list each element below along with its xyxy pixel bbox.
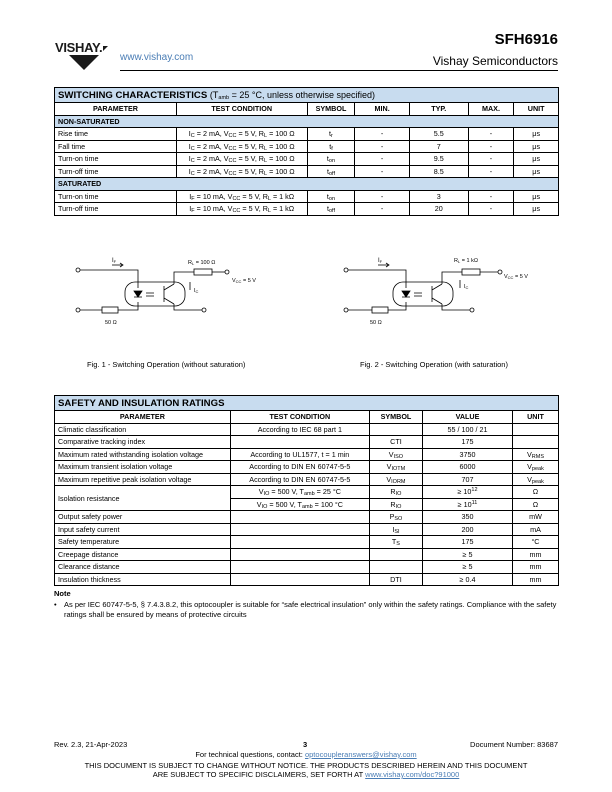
output-terminal xyxy=(202,308,206,312)
footer-disclaimer-2: ARE SUBJECT TO SPECIFIC DISCLAIMERS, SET FORTH AT www.vishay.com/doc?91000 xyxy=(152,770,460,779)
table-row: $V_{IO} = 500$ V, $T_{amb} = 100$ °C $R_{IO}$ ≥ $10^{11}$ Ω xyxy=(55,498,559,511)
table-row: Insulation thickness DTI ≥ 0.4 mm xyxy=(55,573,559,586)
led-diode xyxy=(402,291,410,297)
table-row: Output safety power $P_{SO}$ 350 mW xyxy=(55,511,559,524)
rl-label: RL = 100 Ω xyxy=(188,260,216,266)
brand-name: VISHAY. xyxy=(55,40,103,55)
table-row: Turn-off time $I_F = 10$ mA, $V_{CC} = 5$ V, $R_L = 1$ kΩ $t_{off}$ - 20 - μs xyxy=(55,203,559,216)
note-heading: Note xyxy=(54,589,71,598)
note-body xyxy=(54,600,560,619)
input-terminal xyxy=(76,268,80,272)
vcc-terminal xyxy=(498,270,502,274)
vcc-label: VCC = 5 V xyxy=(504,274,528,280)
rl-resistor xyxy=(194,269,212,275)
input-wire xyxy=(80,270,138,288)
figure-2-caption: Fig. 2 - Switching Operation (with saturation) xyxy=(360,360,508,369)
vcc-terminal xyxy=(225,270,229,274)
col-header: TYP. xyxy=(409,103,468,116)
switching-title: SWITCHING CHARACTERISTICS ($T_{amb} = 25$ °C, unless otherwise specified) xyxy=(55,88,559,103)
table-row: Turn-off time $I_C = 2$ mA, $V_{CC} = 5$ V, $R_L = 100$ Ω $t_{off}$ - 8.5 - μs xyxy=(55,165,559,178)
r50-label: 50 Ω xyxy=(370,320,382,326)
col-header: SYMBOL xyxy=(369,411,422,424)
light-arrows xyxy=(414,293,422,296)
table-row: Maximum transient isolation voltage According to DIN EN 60747-5-5 $V_{IOTM}$ 6000 $V_{peak}$ xyxy=(55,461,559,474)
col-header: PARAMETER xyxy=(55,103,177,116)
note-text: As per IEC 60747-5-5, § 7.4.3.8.2, this optocoupler is suitable for “safe electrical insulation” only within the safety ratings. Compliance with the safety ratings shall be ensured by means of protective circuits xyxy=(64,600,557,619)
col-header: PARAMETER xyxy=(55,411,231,424)
section-nonsaturated: NON-SATURATED xyxy=(55,115,559,128)
rl-label: RL = 1 kΩ xyxy=(454,258,478,264)
optocoupler-package xyxy=(393,282,453,306)
table-row: Turn-on time $I_C = 2$ mA, $V_{CC} = 5$ V, $R_L = 100$ Ω $t_{on}$ - 9.5 - μs xyxy=(55,153,559,166)
vcc-label: VCC = 5 V xyxy=(232,278,256,284)
table-row: Climatic classification According to IEC 68 part 1 55 / 100 / 21 xyxy=(55,423,559,436)
ic-label: IC xyxy=(464,284,469,290)
ground-terminal xyxy=(344,308,348,312)
ic-label: IC xyxy=(194,288,199,294)
note-bullet: • xyxy=(54,600,57,609)
table-row: Maximum repetitive peak isolation voltage According to DIN EN 60747-5-5 $V_{IORM}$ 707 $V_{peak}$ xyxy=(55,473,559,486)
footer-revision: Rev. 2.3, 21-Apr-2023 xyxy=(54,740,128,749)
safety-table xyxy=(54,395,559,586)
table-row: Isolation resistance $V_{IO} = 500$ V, $T_{amb} = 25$ °C $R_{IO}$ ≥ $10^{12}$ Ω xyxy=(55,486,559,499)
figure-1-circuit xyxy=(70,250,290,330)
col-header: MAX. xyxy=(468,103,514,116)
50ohm-resistor xyxy=(372,307,388,313)
division-name: Vishay Semiconductors xyxy=(432,54,558,68)
safety-title: SAFETY AND INSULATION RATINGS xyxy=(55,396,559,411)
table-row: Clearance distance ≥ 5 mm xyxy=(55,561,559,574)
ground-terminal xyxy=(76,308,80,312)
output-terminal xyxy=(470,308,474,312)
section-saturated: SATURATED xyxy=(55,178,559,191)
contact-email-link[interactable]: optocoupleranswers@vishay.com xyxy=(304,750,417,759)
table-row: Fall time $I_C = 2$ mA, $V_{CC} = 5$ V, $R_L = 100$ Ω $t_f$ - 7 - μs xyxy=(55,140,559,153)
col-header: SYMBOL xyxy=(307,103,355,116)
rl-resistor xyxy=(462,269,480,275)
50ohm-resistor xyxy=(102,307,118,313)
footer-questions: For technical questions, contact: optocoupleranswers@vishay.com xyxy=(195,750,417,759)
safety-header-row xyxy=(55,411,559,424)
footer-disclaimer-1: THIS DOCUMENT IS SUBJECT TO CHANGE WITHOUT NOTICE. THE PRODUCTS DESCRIBED HEREIN AND THIS DOCUMENT xyxy=(84,761,528,770)
table-row: Safety temperature $T_S$ 175 °C xyxy=(55,536,559,549)
figure-1-caption: Fig. 1 - Switching Operation (without saturation) xyxy=(87,360,246,369)
col-header: UNIT xyxy=(514,103,559,116)
col-header: UNIT xyxy=(512,411,558,424)
table-row: Rise time $I_C = 2$ mA, $V_{CC} = 5$ V, $R_L = 100$ Ω $t_r$ - 5.5 - μs xyxy=(55,128,559,141)
col-header: TEST CONDITION xyxy=(176,103,307,116)
header-rule xyxy=(120,70,558,71)
footer-doc-number: Document Number: 83687 xyxy=(470,740,558,749)
transistor-body xyxy=(432,284,442,304)
table-row: Creepage distance ≥ 5 mm xyxy=(55,548,559,561)
if-label: IF xyxy=(112,258,117,264)
emitter-wire xyxy=(174,304,202,310)
input-wire xyxy=(348,270,406,288)
disclaimer-link[interactable]: www.vishay.com/doc?91000 xyxy=(365,770,460,779)
transistor-body xyxy=(164,284,174,304)
switching-table xyxy=(54,87,559,216)
emitter-wire xyxy=(442,304,470,310)
led-diode xyxy=(134,291,142,297)
light-arrows xyxy=(146,293,154,296)
table-row: Maximum rated withstanding isolation voltage According to UL1577, t = 1 min $V_{ISO}$ 3750 $V_{RMS}$ xyxy=(55,448,559,461)
col-header: TEST CONDITION xyxy=(230,411,369,424)
part-number: SFH6916 xyxy=(494,31,558,48)
input-terminal xyxy=(344,268,348,272)
switching-header-row xyxy=(55,103,559,116)
if-label: IF xyxy=(378,258,383,264)
figure-2-circuit xyxy=(340,252,560,332)
table-row: Input safety current $I_{SI}$ 200 mA xyxy=(55,523,559,536)
r50-label: 50 Ω xyxy=(105,320,117,326)
website-link[interactable]: www.vishay.com xyxy=(120,52,194,63)
col-header: VALUE xyxy=(423,411,513,424)
col-header: MIN. xyxy=(355,103,409,116)
footer-page-number: 3 xyxy=(303,740,308,749)
table-row: Turn-on time $I_F = 10$ mA, $V_{CC} = 5$ V, $R_L = 1$ kΩ $t_{on}$ - 3 - μs xyxy=(55,190,559,203)
table-row: Comparative tracking index CTI 175 xyxy=(55,436,559,449)
optocoupler-package xyxy=(125,282,185,306)
